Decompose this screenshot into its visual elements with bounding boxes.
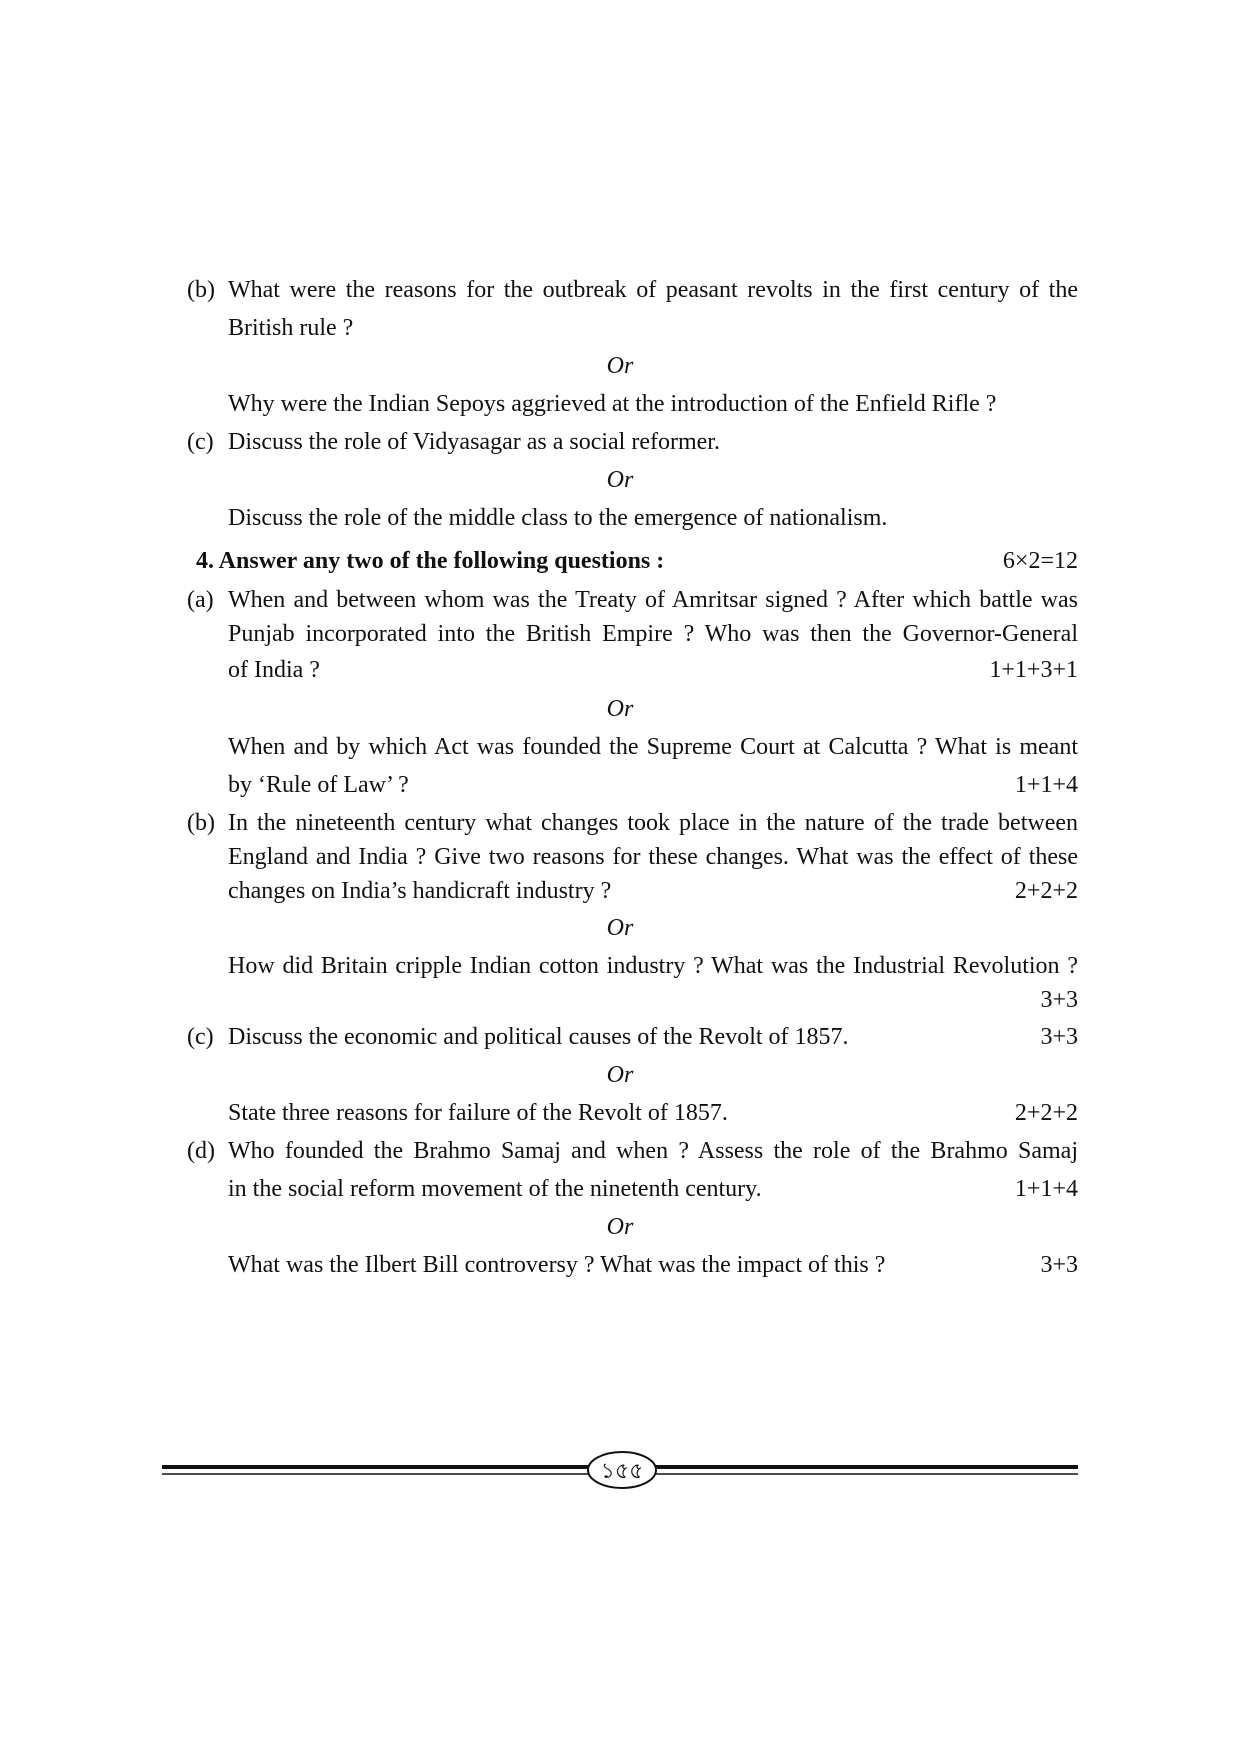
q4a-text-line2: Punjab incorporated into the British Empire ? Who was then the Governor-General: [228, 621, 1078, 647]
q3c-or: Or: [606, 467, 634, 493]
q4a-label: (a): [187, 587, 214, 613]
q4a-alt-marks: 1+1+4: [1014, 772, 1078, 798]
q4b-alt-text-line1: How did Britain cripple Indian cotton industry ? What was the Industrial Revolution ?: [228, 953, 1078, 979]
q4a-text-line1: When and between whom was the Treaty of Amritsar signed ? After which battle was: [228, 587, 1078, 613]
q4a-marks: 1+1+3+1: [989, 657, 1078, 683]
q4-heading: 4. Answer any two of the following questions :: [196, 548, 665, 574]
q4b-text-line3: changes on India’s handicraft industry ?: [228, 878, 612, 904]
q4c-or: Or: [606, 1062, 634, 1088]
footer-rule: [162, 1450, 1078, 1490]
q3c-label: (c): [187, 429, 214, 455]
q4a-alt-text-line2: by ‘Rule of Law’ ?: [228, 772, 409, 798]
q4-total-marks: 6×2=12: [1002, 548, 1078, 574]
q4a-alt-text-line1: When and by which Act was founded the Supreme Court at Calcutta ? What is meant: [228, 734, 1078, 760]
q4b-or: Or: [606, 915, 634, 941]
q4b-alt-marks: 3+3: [1040, 987, 1078, 1013]
q4d-text-line1: Who founded the Brahmo Samaj and when ? Assess the role of the Brahmo Samaj: [228, 1138, 1078, 1164]
q4a-text-line3: of India ?: [228, 657, 320, 683]
q4c-marks: 3+3: [1040, 1024, 1078, 1050]
q4d-marks: 1+1+4: [1014, 1176, 1078, 1202]
q4c-alt-marks: 2+2+2: [1014, 1100, 1078, 1126]
q3b-text-line2: British rule ?: [228, 315, 354, 341]
q4b-text-line1: In the nineteenth century what changes took place in the nature of the trade between: [228, 810, 1078, 836]
page-number: ১৫৫: [600, 1459, 644, 1484]
q4d-or: Or: [606, 1214, 634, 1240]
q4b-marks: 2+2+2: [1014, 878, 1078, 904]
q3b-label: (b): [187, 277, 215, 303]
q4d-alt-marks: 3+3: [1040, 1252, 1078, 1278]
q4a-or: Or: [606, 696, 634, 722]
q4d-alt-text: What was the Ilbert Bill controversy ? What was the impact of this ?: [228, 1252, 886, 1278]
q3c-alt-text: Discuss the role of the middle class to the emergence of nationalism.: [228, 505, 888, 531]
q4c-text: Discuss the economic and political causes of the Revolt of 1857.: [228, 1024, 849, 1050]
q4c-label: (c): [187, 1024, 214, 1050]
q4c-alt-text: State three reasons for failure of the Revolt of 1857.: [228, 1100, 728, 1126]
q3b-alt-text: Why were the Indian Sepoys aggrieved at the introduction of the Enfield Rifle ?: [228, 391, 997, 417]
q3c-text: Discuss the role of Vidyasagar as a social reformer.: [228, 429, 720, 455]
q4d-label: (d): [187, 1138, 215, 1164]
q4b-label: (b): [187, 810, 215, 836]
q4d-text-line2: in the social reform movement of the ninetenth century.: [228, 1176, 762, 1202]
q3b-text-line1: What were the reasons for the outbreak of peasant revolts in the first century of the: [228, 277, 1078, 303]
q3b-or: Or: [606, 353, 634, 379]
q4b-text-line2: England and India ? Give two reasons for these changes. What was the effect of these: [228, 844, 1078, 870]
